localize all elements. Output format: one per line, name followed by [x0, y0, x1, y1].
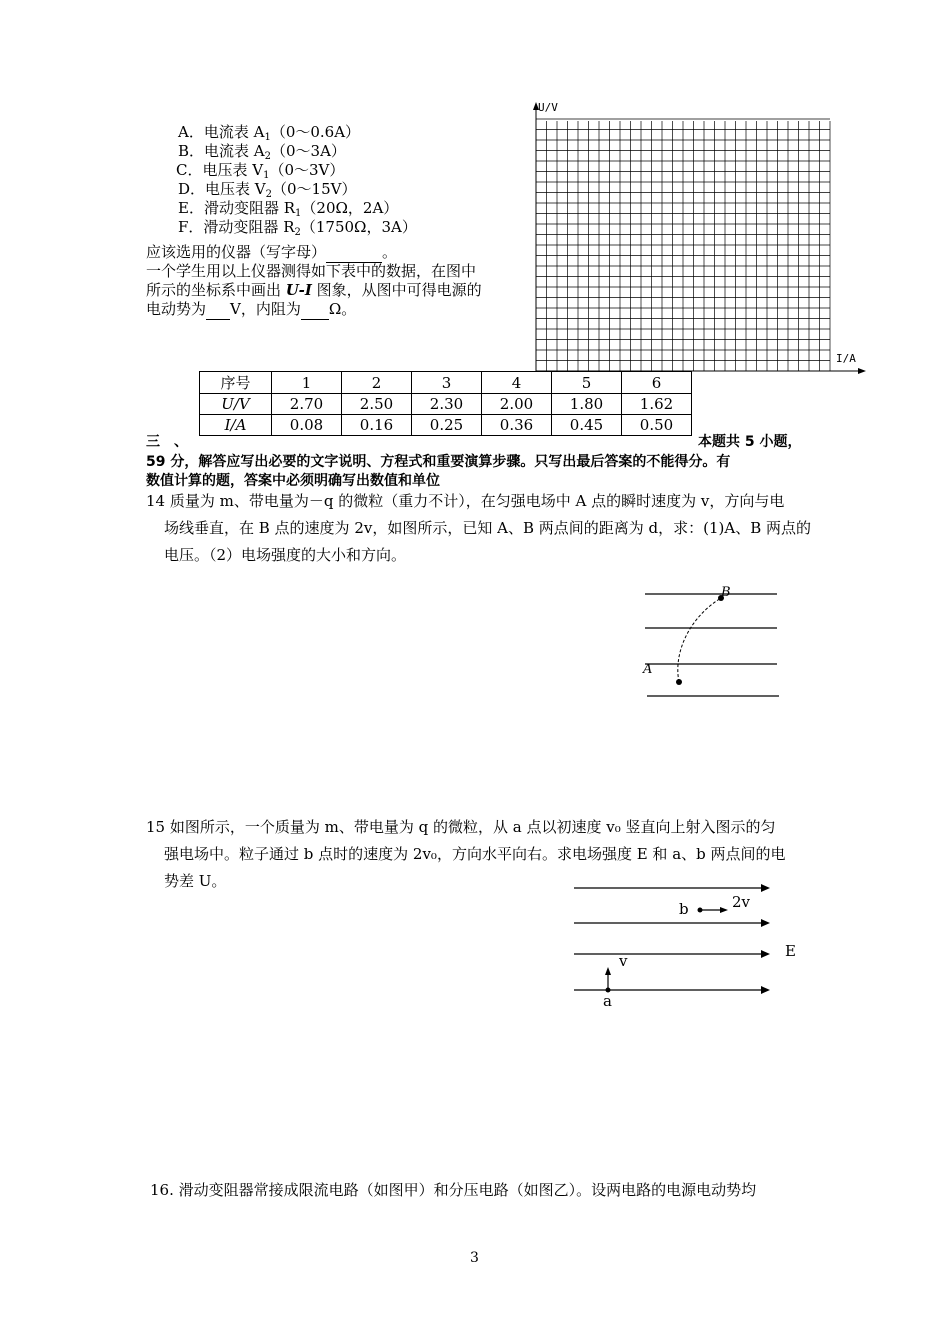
table-cell: 2.00	[482, 394, 552, 415]
section-3-head-left: 三 、	[146, 434, 188, 450]
arrow-up-icon	[605, 967, 611, 975]
x-axis-arrow-icon	[858, 368, 866, 374]
student-line-2	[146, 281, 482, 300]
arrow-right-icon	[720, 907, 728, 913]
table-cell: 1.62	[622, 394, 692, 415]
table-header-cell: 序号	[200, 372, 272, 394]
table-header-cell: 6	[622, 372, 692, 394]
student-line-2-a: 所示的坐标系中画出	[146, 281, 286, 299]
section-3-line-2: 59 分，解答应写出必要的文字说明、方程式和重要演算步骤。只写出最后答案的不能得分。有	[146, 454, 731, 470]
table-row	[200, 415, 692, 436]
student-line-1: 一个学生用以上仪器测得如下表中的数据，在图中	[146, 262, 477, 280]
q15-line-2: 强电场中。粒子通过 b 点时的速度为 2v₀，方向水平向右。求电场强度 E 和 a、b 两点间的电	[164, 845, 786, 863]
table-header-cell: 4	[482, 372, 552, 394]
arrow-right-icon	[761, 950, 770, 958]
table-cell: 0.25	[412, 415, 482, 436]
table-cell: 0.36	[482, 415, 552, 436]
question-16: 16. 滑动变阻器常接成限流电路（如图甲）和分压电路（如图乙）。设两电路的电源电动势均	[150, 1181, 757, 1199]
q15-label-2v: 2v	[732, 893, 751, 911]
point-a-dot	[676, 679, 682, 685]
instrument-range: （0～0.6A）	[270, 123, 361, 141]
table-cell: 0.08	[272, 415, 342, 436]
q15-line-1: 15 如图所示，一个质量为 m、带电量为 q 的微粒，从 a 点以初速度 v₀ 竖直向上射入图示的匀	[146, 818, 776, 836]
table-header-cell: 3	[412, 372, 482, 394]
table-cell: 0.45	[552, 415, 622, 436]
q14-line-1: 14 质量为 m、带电量为－q 的微粒（重力不计），在匀强电场中 A 点的瞬时速度为 v，方向与电	[146, 492, 785, 510]
q14-line-3: 电压。（2）电场强度的大小和方向。	[164, 546, 407, 564]
x-axis-label: I/A	[836, 352, 856, 365]
instrument-subscript: 2	[264, 151, 272, 162]
instrument-item	[178, 218, 417, 242]
instrument-letter: A．	[178, 123, 204, 141]
instrument-name: 电流表 A	[203, 123, 265, 141]
arrow-right-icon	[761, 884, 770, 892]
ui-graph	[520, 96, 870, 386]
table-cell: 2.70	[272, 394, 342, 415]
answer-blank[interactable]	[326, 243, 382, 263]
q14-field-figure	[635, 582, 785, 702]
student-line-3	[146, 300, 356, 320]
q14-label-a: A	[643, 662, 653, 677]
table-header-cell: 1	[272, 372, 342, 394]
q14-line-2: 场线垂直，在 B 点的速度为 2v，如图所示，已知 A、B 两点间的距离为 d，求：(1)A、B 两点的	[164, 519, 811, 537]
table-header-row	[200, 372, 692, 394]
instrument-range: （0～3A）	[271, 142, 346, 160]
instrument-subscript: 2	[294, 227, 301, 238]
instrument-subscript: 1	[263, 170, 270, 181]
table-cell: 1.80	[552, 394, 622, 415]
q14-label-b: B	[721, 585, 731, 600]
instrument-range: （20Ω，2A）	[301, 199, 399, 217]
instrument-letter: E．	[178, 199, 204, 217]
instrument-subscript: 1	[264, 132, 271, 143]
table-cell: 2.50	[342, 394, 412, 415]
instrument-name: 电流表 A	[204, 142, 265, 160]
instrument-name: 滑动变阻器 R	[203, 218, 295, 236]
ohm-text: Ω。	[328, 300, 357, 318]
resistance-text: V，内阻为	[230, 300, 301, 318]
q15-label-e: E	[785, 942, 796, 960]
section-3-line-3: 数值计算的题，答案中必须明确写出数值和单位	[146, 473, 440, 489]
question-14	[146, 488, 816, 569]
instrument-letter: D．	[178, 180, 206, 198]
choose-text: 应该选用的仪器（写字母）	[146, 243, 327, 261]
instrument-subscript: 1	[295, 208, 302, 219]
table-cell: 0.50	[622, 415, 692, 436]
instrument-range: （1750Ω，3A）	[300, 218, 417, 236]
arrow-right-icon	[761, 919, 770, 927]
q15-label-a: a	[603, 992, 612, 1010]
page-number: 3	[470, 1250, 479, 1266]
instrument-letter: B．	[178, 142, 205, 160]
instrument-range: （0～3V）	[269, 161, 345, 179]
student-line-2-b: 图象，从图中可得电源的	[311, 281, 482, 299]
choose-end: 。	[382, 243, 398, 261]
table-header-cell: 5	[552, 372, 622, 394]
table-row-label: U/V	[200, 394, 272, 415]
resistance-blank[interactable]	[301, 300, 329, 320]
instrument-letter: C．	[176, 161, 203, 179]
table-header-cell: 2	[342, 372, 412, 394]
grid-lines	[536, 119, 830, 371]
q15-label-v: v	[619, 952, 628, 970]
table-cell: 2.30	[412, 394, 482, 415]
instrument-subscript: 2	[265, 189, 273, 200]
q15-label-b: b	[679, 900, 689, 918]
table-row	[200, 394, 692, 415]
instrument-letter: F．	[178, 218, 204, 236]
table-row-label: I/A	[200, 415, 272, 436]
ui-graph-label: U-I	[285, 281, 312, 299]
choose-instruments-line	[146, 243, 397, 263]
table-cell: 0.16	[342, 415, 412, 436]
instrument-range: （0～15V）	[272, 180, 357, 198]
section-3-head-right: 本题共 5 小题，	[698, 434, 802, 450]
arrow-right-icon	[761, 986, 770, 994]
q15-line-3: 势差 U。	[164, 872, 227, 890]
emf-blank[interactable]	[206, 300, 230, 320]
particle-trajectory	[678, 598, 721, 682]
emf-text: 电动势为	[146, 300, 207, 318]
data-table	[199, 371, 692, 436]
instrument-name: 滑动变阻器 R	[203, 199, 296, 217]
instrument-name: 电压表 V	[205, 180, 266, 198]
instrument-name: 电压表 V	[202, 161, 264, 179]
y-axis-label: U/V	[538, 101, 558, 114]
